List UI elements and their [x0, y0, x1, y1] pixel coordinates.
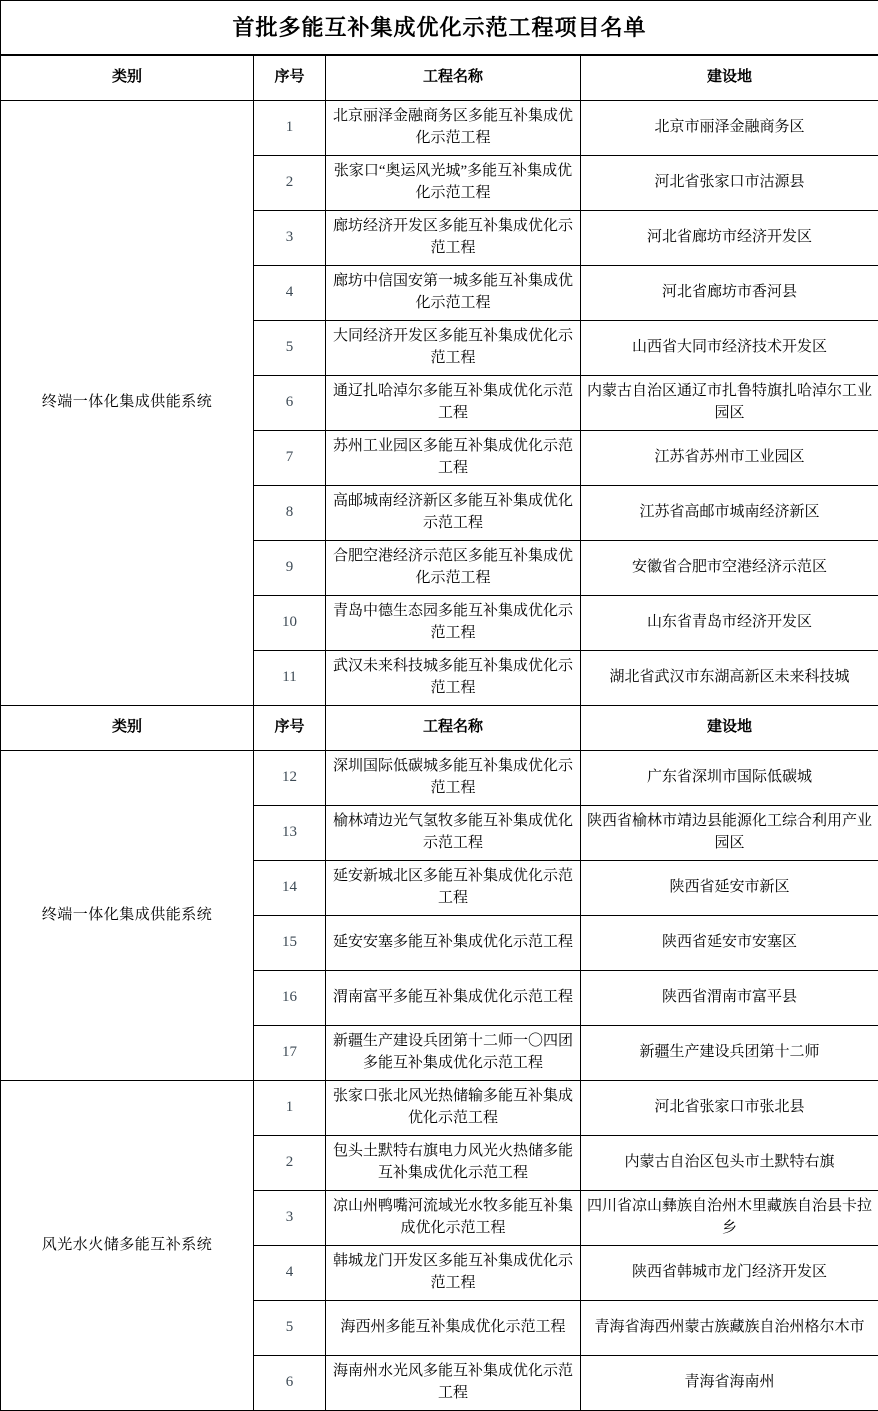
location-cell: 内蒙古自治区包头市土默特右旗 [581, 1136, 878, 1191]
location-cell: 四川省凉山彝族自治州木里藏族自治县卡拉乡 [581, 1191, 878, 1246]
location-cell: 陕西省延安市安塞区 [581, 916, 878, 971]
row-index-cell: 7 [254, 431, 326, 486]
row-index-cell: 4 [254, 1246, 326, 1301]
row-index-cell: 5 [254, 321, 326, 376]
project-name-cell: 海西州多能互补集成优化示范工程 [326, 1301, 581, 1356]
row-index-cell: 14 [254, 861, 326, 916]
location-cell: 北京市丽泽金融商务区 [581, 101, 878, 156]
location-cell: 河北省廊坊市经济开发区 [581, 211, 878, 266]
project-name-cell: 北京丽泽金融商务区多能互补集成优化示范工程 [326, 101, 581, 156]
project-name-cell: 大同经济开发区多能互补集成优化示范工程 [326, 321, 581, 376]
row-index-cell: 1 [254, 101, 326, 156]
header-cell-index: 序号 [254, 55, 326, 101]
project-name-cell: 榆林靖边光气氢牧多能互补集成优化示范工程 [326, 806, 581, 861]
location-cell: 河北省张家口市沽源县 [581, 156, 878, 211]
header-cell-name: 工程名称 [326, 55, 581, 101]
project-name-cell: 武汉未来科技城多能互补集成优化示范工程 [326, 651, 581, 706]
row-index-cell: 15 [254, 916, 326, 971]
row-index-cell: 3 [254, 1191, 326, 1246]
project-name-cell: 新疆生产建设兵团第十二师一〇四团多能互补集成优化示范工程 [326, 1026, 581, 1081]
location-cell: 青海省海南州 [581, 1356, 878, 1411]
category-cell: 风光水火储多能互补系统 [1, 1081, 254, 1411]
row-index-cell: 12 [254, 751, 326, 806]
location-cell: 安徽省合肥市空港经济示范区 [581, 541, 878, 596]
row-index-cell: 11 [254, 651, 326, 706]
location-cell: 陕西省延安市新区 [581, 861, 878, 916]
row-index-cell: 4 [254, 266, 326, 321]
location-cell: 内蒙古自治区通辽市扎鲁特旗扎哈淖尔工业园区 [581, 376, 878, 431]
project-name-cell: 合肥空港经济示范区多能互补集成优化示范工程 [326, 541, 581, 596]
row-index-cell: 13 [254, 806, 326, 861]
location-cell: 江苏省高邮市城南经济新区 [581, 486, 878, 541]
location-cell: 陕西省渭南市富平县 [581, 971, 878, 1026]
table-row [1, 751, 878, 806]
location-cell: 江苏省苏州市工业园区 [581, 431, 878, 486]
category-cell: 终端一体化集成供能系统 [1, 751, 254, 1081]
column-header-row [1, 706, 878, 751]
location-cell: 青海省海西州蒙古族藏族自治州格尔木市 [581, 1301, 878, 1356]
column-header-row [1, 55, 878, 101]
project-name-cell: 廊坊中信国安第一城多能互补集成优化示范工程 [326, 266, 581, 321]
row-index-cell: 2 [254, 156, 326, 211]
header-cell-category: 类别 [1, 706, 254, 751]
header-cell-location: 建设地 [581, 55, 878, 101]
row-index-cell: 8 [254, 486, 326, 541]
location-cell: 新疆生产建设兵团第十二师 [581, 1026, 878, 1081]
project-name-cell: 张家口张北风光热储输多能互补集成优化示范工程 [326, 1081, 581, 1136]
row-index-cell: 6 [254, 376, 326, 431]
row-index-cell: 2 [254, 1136, 326, 1191]
page-title: 首批多能互补集成优化示范工程项目名单 [1, 1, 878, 56]
project-name-cell: 延安安塞多能互补集成优化示范工程 [326, 916, 581, 971]
location-cell: 湖北省武汉市东湖高新区未来科技城 [581, 651, 878, 706]
row-index-cell: 10 [254, 596, 326, 651]
location-cell: 陕西省韩城市龙门经济开发区 [581, 1246, 878, 1301]
project-name-cell: 渭南富平多能互补集成优化示范工程 [326, 971, 581, 1026]
row-index-cell: 1 [254, 1081, 326, 1136]
project-name-cell: 凉山州鸭嘴河流域光水牧多能互补集成优化示范工程 [326, 1191, 581, 1246]
table-title-row [1, 1, 878, 56]
project-name-cell: 苏州工业园区多能互补集成优化示范工程 [326, 431, 581, 486]
row-index-cell: 6 [254, 1356, 326, 1411]
table-row [1, 1081, 878, 1136]
row-index-cell: 9 [254, 541, 326, 596]
location-cell: 陕西省榆林市靖边县能源化工综合利用产业园区 [581, 806, 878, 861]
header-cell-category: 类别 [1, 55, 254, 101]
row-index-cell: 17 [254, 1026, 326, 1081]
project-name-cell: 深圳国际低碳城多能互补集成优化示范工程 [326, 751, 581, 806]
header-cell-name: 工程名称 [326, 706, 581, 751]
project-name-cell: 通辽扎哈淖尔多能互补集成优化示范工程 [326, 376, 581, 431]
row-index-cell: 3 [254, 211, 326, 266]
location-cell: 广东省深圳市国际低碳城 [581, 751, 878, 806]
header-cell-location: 建设地 [581, 706, 878, 751]
row-index-cell: 16 [254, 971, 326, 1026]
project-name-cell: 韩城龙门开发区多能互补集成优化示范工程 [326, 1246, 581, 1301]
location-cell: 河北省廊坊市香河县 [581, 266, 878, 321]
category-cell: 终端一体化集成供能系统 [1, 101, 254, 706]
project-name-cell: 廊坊经济开发区多能互补集成优化示范工程 [326, 211, 581, 266]
project-name-cell: 包头土默特右旗电力风光火热储多能互补集成优化示范工程 [326, 1136, 581, 1191]
table-row [1, 101, 878, 156]
location-cell: 山东省青岛市经济开发区 [581, 596, 878, 651]
location-cell: 山西省大同市经济技术开发区 [581, 321, 878, 376]
project-name-cell: 张家口“奥运风光城”多能互补集成优化示范工程 [326, 156, 581, 211]
header-cell-index: 序号 [254, 706, 326, 751]
project-name-cell: 青岛中德生态园多能互补集成优化示范工程 [326, 596, 581, 651]
project-name-cell: 延安新城北区多能互补集成优化示范工程 [326, 861, 581, 916]
row-index-cell: 5 [254, 1301, 326, 1356]
project-name-cell: 高邮城南经济新区多能互补集成优化示范工程 [326, 486, 581, 541]
location-cell: 河北省张家口市张北县 [581, 1081, 878, 1136]
project-name-cell: 海南州水光风多能互补集成优化示范工程 [326, 1356, 581, 1411]
